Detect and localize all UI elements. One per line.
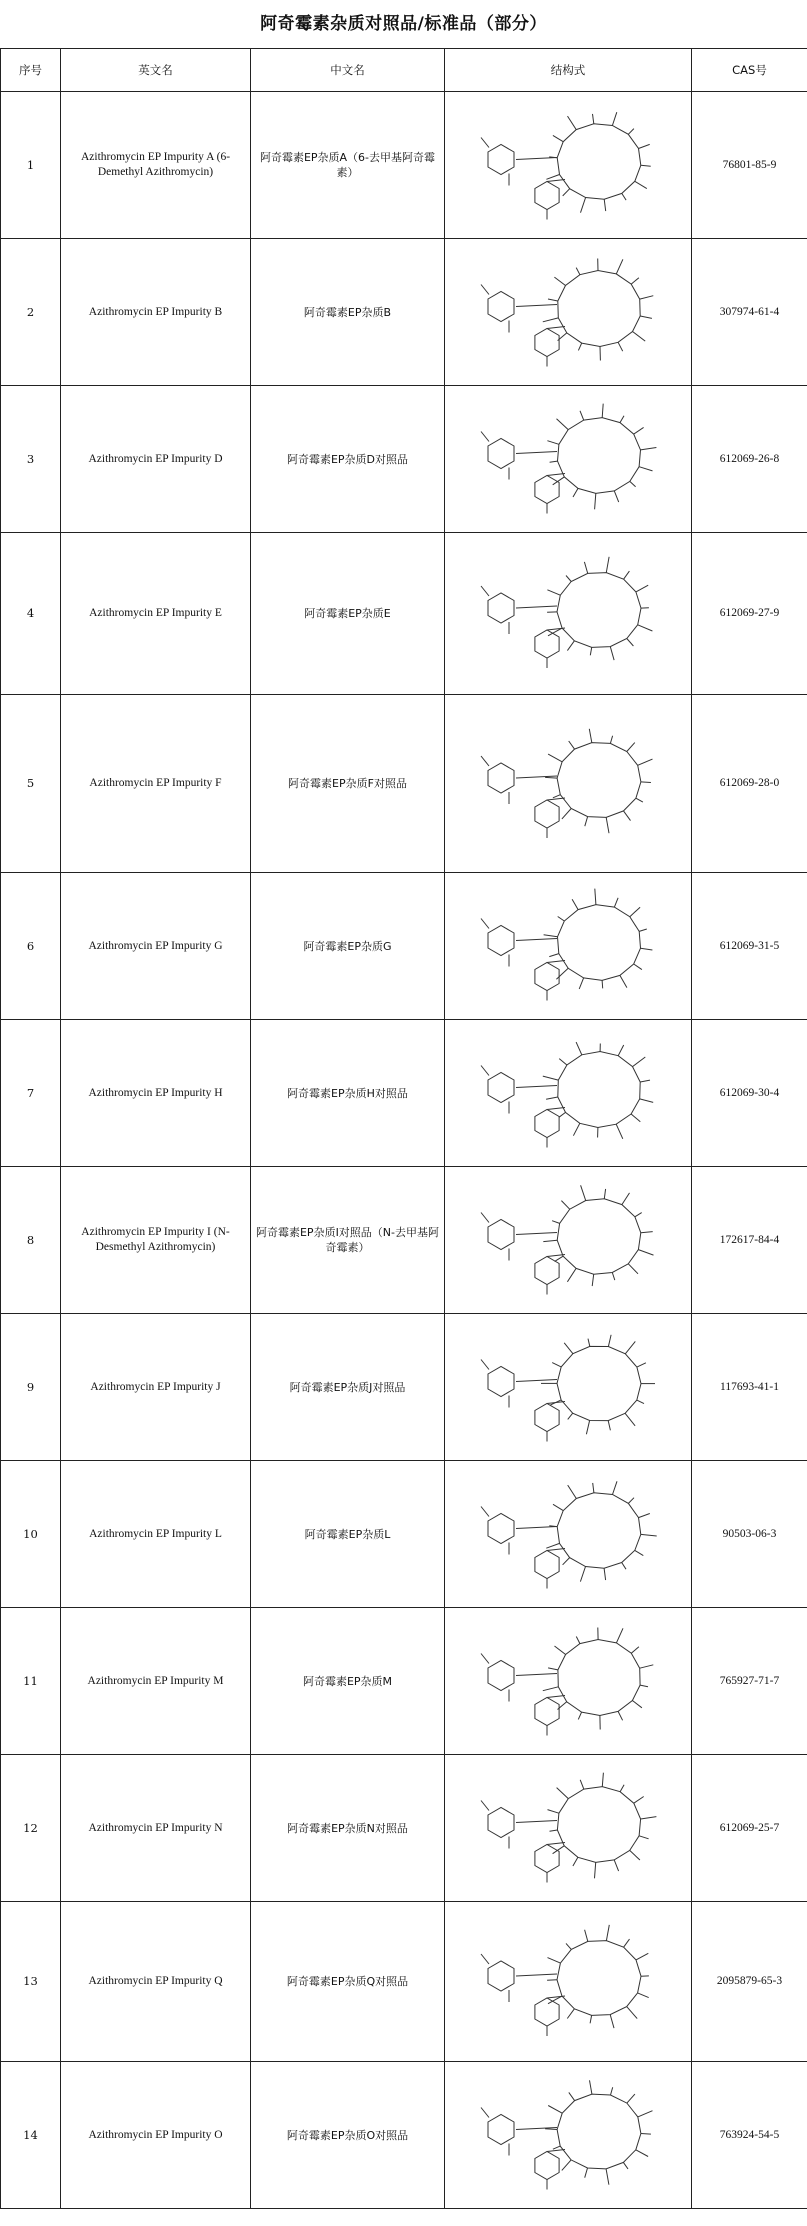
chemical-structure-icon xyxy=(449,97,689,234)
row-number: 7 xyxy=(1,1020,61,1167)
english-name: Azithromycin EP Impurity F xyxy=(61,695,251,873)
cas-number: 76801-85-9 xyxy=(692,92,807,239)
header-cas: CAS号 xyxy=(692,49,807,92)
chemical-structure-icon xyxy=(449,2067,689,2204)
chemical-structure-icon xyxy=(449,878,689,1015)
chinese-name: 阿奇霉素EP杂质B xyxy=(251,239,445,386)
chinese-name: 阿奇霉素EP杂质I对照品（N-去甲基阿奇霉素） xyxy=(251,1167,445,1314)
row-number: 13 xyxy=(1,1902,61,2062)
row-number: 3 xyxy=(1,386,61,533)
table-row xyxy=(1,1608,807,1755)
table-row xyxy=(1,873,807,1020)
chemical-structure-icon xyxy=(449,1907,689,2057)
english-name: Azithromycin EP Impurity N xyxy=(61,1755,251,1902)
structure-cell xyxy=(445,1461,692,1608)
row-number: 14 xyxy=(1,2062,61,2209)
row-number: 4 xyxy=(1,533,61,695)
cas-number: 612069-30-4 xyxy=(692,1020,807,1167)
structure-cell xyxy=(445,1314,692,1461)
table-row xyxy=(1,386,807,533)
chinese-name: 阿奇霉素EP杂质L xyxy=(251,1461,445,1608)
cas-number: 612069-27-9 xyxy=(692,533,807,695)
chinese-name: 阿奇霉素EP杂质E xyxy=(251,533,445,695)
table-row xyxy=(1,1167,807,1314)
table-row xyxy=(1,695,807,873)
chinese-name: 阿奇霉素EP杂质A（6-去甲基阿奇霉素） xyxy=(251,92,445,239)
header-chinese-name: 中文名 xyxy=(251,49,445,92)
chemical-structure-icon xyxy=(449,1025,689,1162)
chemical-structure-icon xyxy=(449,1613,689,1750)
table-row xyxy=(1,1020,807,1167)
cas-number: 612069-28-0 xyxy=(692,695,807,873)
chemical-structure-icon xyxy=(449,1172,689,1309)
table-row xyxy=(1,1755,807,1902)
row-number: 6 xyxy=(1,873,61,1020)
chinese-name: 阿奇霉素EP杂质G xyxy=(251,873,445,1020)
row-number: 11 xyxy=(1,1608,61,1755)
chinese-name: 阿奇霉素EP杂质M xyxy=(251,1608,445,1755)
table-row xyxy=(1,533,807,695)
table-row xyxy=(1,1902,807,2062)
cas-number: 117693-41-1 xyxy=(692,1314,807,1461)
row-number: 12 xyxy=(1,1755,61,1902)
cas-number: 763924-54-5 xyxy=(692,2062,807,2209)
table-row xyxy=(1,1314,807,1461)
table-row xyxy=(1,2062,807,2209)
chemical-structure-icon xyxy=(449,538,689,690)
row-number: 5 xyxy=(1,695,61,873)
structure-cell xyxy=(445,2062,692,2209)
row-number: 9 xyxy=(1,1314,61,1461)
cas-number: 307974-61-4 xyxy=(692,239,807,386)
cas-number: 612069-25-7 xyxy=(692,1755,807,1902)
english-name: Azithromycin EP Impurity A (6-Demethyl Azithromycin) xyxy=(61,92,251,239)
structure-cell xyxy=(445,1167,692,1314)
english-name: Azithromycin EP Impurity M xyxy=(61,1608,251,1755)
chinese-name: 阿奇霉素EP杂质O对照品 xyxy=(251,2062,445,2209)
chemical-structure-icon xyxy=(449,700,689,868)
english-name: Azithromycin EP Impurity H xyxy=(61,1020,251,1167)
table-header-row xyxy=(1,49,807,92)
cas-number: 612069-31-5 xyxy=(692,873,807,1020)
english-name: Azithromycin EP Impurity D xyxy=(61,386,251,533)
chemical-structure-icon xyxy=(449,1760,689,1897)
cas-number: 612069-26-8 xyxy=(692,386,807,533)
structure-cell xyxy=(445,695,692,873)
english-name: Azithromycin EP Impurity G xyxy=(61,873,251,1020)
chinese-name: 阿奇霉素EP杂质D对照品 xyxy=(251,386,445,533)
chinese-name: 阿奇霉素EP杂质N对照品 xyxy=(251,1755,445,1902)
english-name: Azithromycin EP Impurity O xyxy=(61,2062,251,2209)
chinese-name: 阿奇霉素EP杂质Q对照品 xyxy=(251,1902,445,2062)
chemical-structure-icon xyxy=(449,1466,689,1603)
chinese-name: 阿奇霉素EP杂质H对照品 xyxy=(251,1020,445,1167)
row-number: 2 xyxy=(1,239,61,386)
structure-cell xyxy=(445,533,692,695)
english-name: Azithromycin EP Impurity Q xyxy=(61,1902,251,2062)
chemical-structure-icon xyxy=(449,1319,689,1456)
row-number: 10 xyxy=(1,1461,61,1608)
chinese-name: 阿奇霉素EP杂质F对照品 xyxy=(251,695,445,873)
english-name: Azithromycin EP Impurity E xyxy=(61,533,251,695)
chemical-structure-icon xyxy=(449,244,689,381)
page-title: 阿奇霉素杂质对照品/标准品（部分） xyxy=(260,14,547,34)
cas-number: 90503-06-3 xyxy=(692,1461,807,1608)
structure-cell xyxy=(445,239,692,386)
structure-cell xyxy=(445,1608,692,1755)
structure-cell xyxy=(445,92,692,239)
structure-cell xyxy=(445,1755,692,1902)
structure-cell xyxy=(445,1902,692,2062)
structure-cell xyxy=(445,1020,692,1167)
english-name: Azithromycin EP Impurity I (N-Desmethyl Azithromycin) xyxy=(61,1167,251,1314)
chemical-structure-icon xyxy=(449,391,689,528)
table-row xyxy=(1,239,807,386)
structure-cell xyxy=(445,386,692,533)
cas-number: 172617-84-4 xyxy=(692,1167,807,1314)
chinese-name: 阿奇霉素EP杂质J对照品 xyxy=(251,1314,445,1461)
english-name: Azithromycin EP Impurity B xyxy=(61,239,251,386)
header-english-name: 英文名 xyxy=(61,49,251,92)
row-number: 1 xyxy=(1,92,61,239)
impurity-table xyxy=(0,48,807,2209)
table-row xyxy=(1,92,807,239)
structure-cell xyxy=(445,873,692,1020)
table-row xyxy=(1,1461,807,1608)
english-name: Azithromycin EP Impurity L xyxy=(61,1461,251,1608)
row-number: 8 xyxy=(1,1167,61,1314)
cas-number: 765927-71-7 xyxy=(692,1608,807,1755)
cas-number: 2095879-65-3 xyxy=(692,1902,807,2062)
english-name: Azithromycin EP Impurity J xyxy=(61,1314,251,1461)
header-structure: 结构式 xyxy=(445,49,692,92)
header-no: 序号 xyxy=(1,49,61,92)
